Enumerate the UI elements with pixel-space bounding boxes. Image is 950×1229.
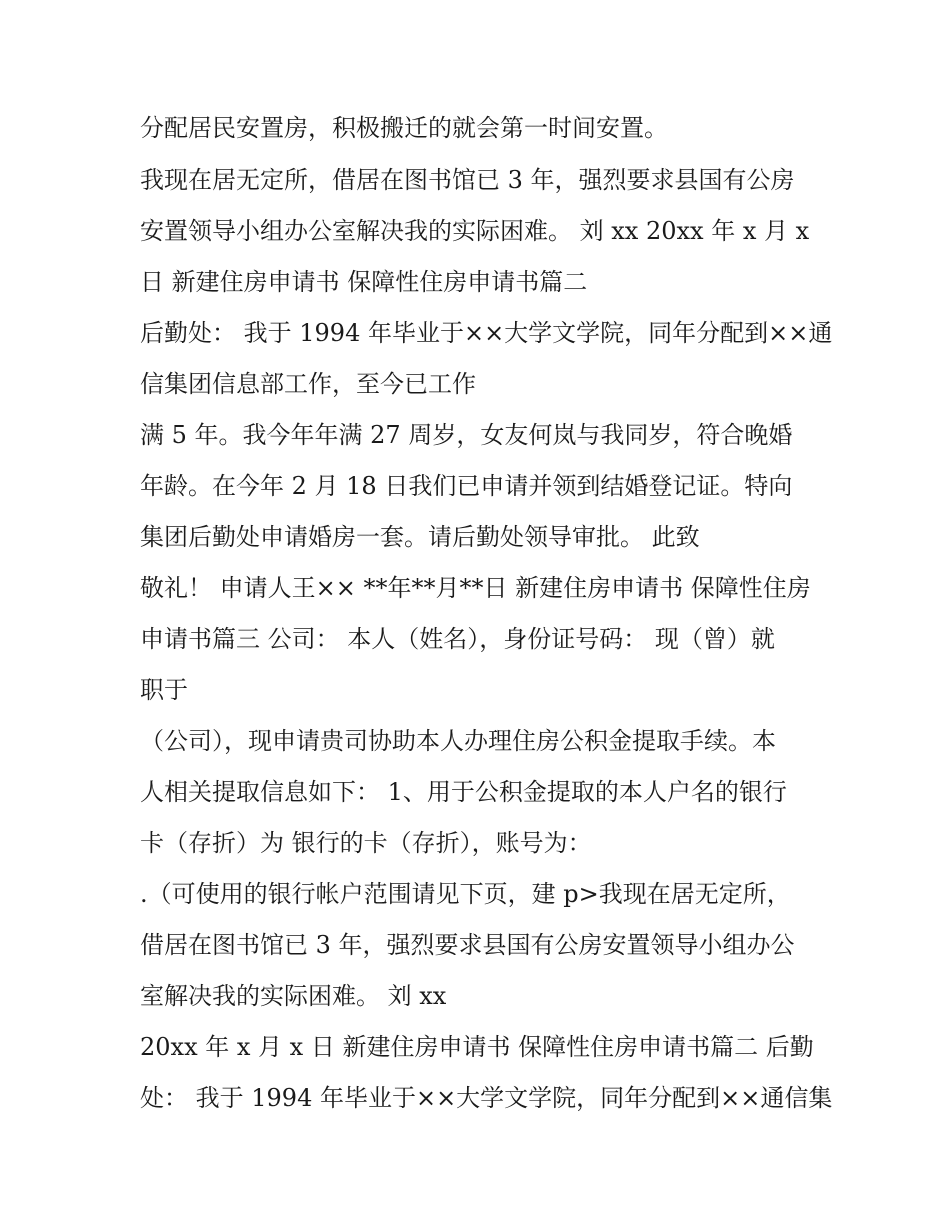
text-line-2: 我现在居无定所，借居在图书馆已 3 年，强烈要求县国有公房: [140, 166, 795, 194]
text-line-10: 敬礼！ 申请人王×× **年**月**日 新建住房申请书 保障性住房: [140, 574, 811, 602]
text-line-11: 申请书篇三 公司： 本人（姓名），身份证号码： 现（曾）就: [140, 625, 775, 653]
text-line-8: 年龄。在今年 2 月 18 日我们已申请并领到结婚登记证。特向: [140, 472, 793, 500]
text-line-6: 信集团信息部工作，至今已工作: [140, 370, 476, 398]
text-line-1: 分配居民安置房，积极搬迁的就会第一时间安置。: [140, 114, 668, 142]
text-line-17: 借居在图书馆已 3 年，强烈要求县国有公房安置领导小组办公: [140, 931, 795, 959]
text-line-7: 满 5 年。我今年年满 27 周岁，女友何岚与我同岁，符合晚婚: [140, 421, 793, 449]
text-line-12: 职于: [140, 676, 188, 704]
text-line-13: （公司），现申请贵司协助本人办理住房公积金提取手续。本: [140, 727, 776, 755]
text-line-9: 集团后勤处申请婚房一套。请后勤处领导审批。 此致: [140, 523, 700, 551]
text-line-18: 室解决我的实际困难。 刘 xx: [140, 982, 447, 1010]
text-line-3: 安置领导小组办公室解决我的实际困难。 刘 xx 20xx 年 x 月 x: [140, 217, 810, 245]
text-line-14: 人相关提取信息如下： 1、用于公积金提取的本人户名的银行: [140, 778, 787, 806]
text-line-19: 20xx 年 x 月 x 日 新建住房申请书 保障性住房申请书篇二 后勤: [140, 1033, 814, 1061]
text-line-20: 处： 我于 1994 年毕业于××大学文学院，同年分配到××通信集: [140, 1084, 833, 1112]
text-line-4: 日 新建住房申请书 保障性住房申请书篇二: [140, 268, 588, 296]
text-line-15: 卡（存折）为 银行的卡（存折），账号为：: [140, 829, 592, 857]
text-line-5: 后勤处： 我于 1994 年毕业于××大学文学院，同年分配到××通: [140, 319, 833, 347]
text-line-16: .（可使用的银行帐户范围请见下页，建 p>我现在居无定所，: [140, 880, 791, 908]
